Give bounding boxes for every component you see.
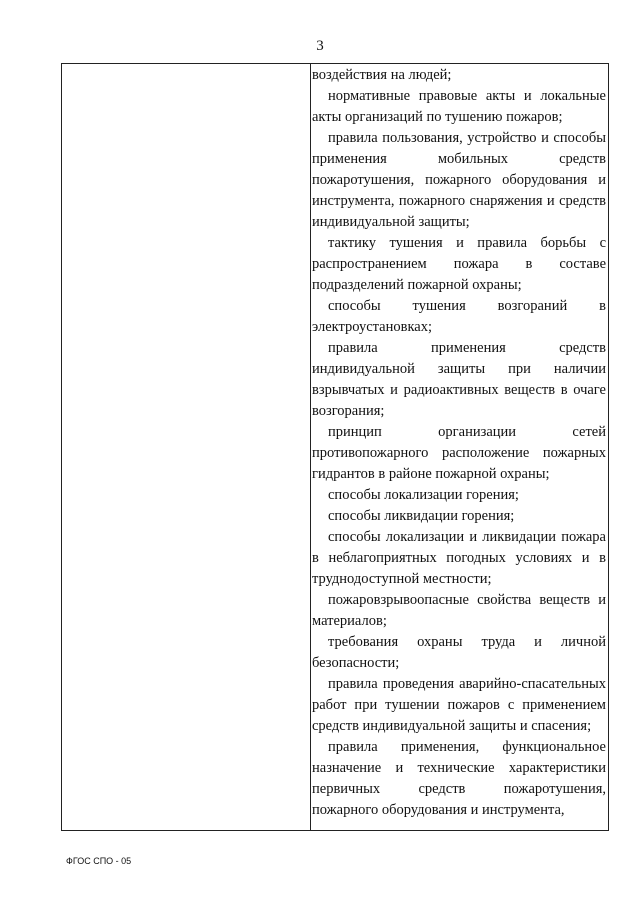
paragraph: правила применения, функциональное назначение и технические характеристики первичных средств пожаротушения, пожарного оборудования и инструмента,	[312, 739, 606, 818]
paragraph: принцип организации сетей противопожарного расположение пожарных гидрантов в районе пожарной охраны;	[312, 424, 606, 482]
paragraph: тактику тушения и правила борьбы с распространением пожара в составе подразделений пожарной охраны;	[312, 235, 606, 293]
paragraph: пожаровзрывоопасные свойства веществ и материалов;	[312, 592, 606, 629]
content-table	[61, 63, 609, 831]
table-cell-right	[312, 65, 606, 830]
paragraph: способы ликвидации горения;	[328, 508, 515, 524]
paragraph: правила проведения аварийно-спасательных работ при тушении пожаров с применением средств индивидуальной защиты и спасения;	[312, 676, 606, 734]
footer-code: ФГОС СПО - 05	[66, 856, 132, 866]
paragraph: способы локализации и ликвидации пожара в неблагоприятных погодных условиях и в труднодоступной местности;	[312, 529, 606, 587]
paragraph: способы тушения возгораний в электроустановках;	[312, 298, 606, 335]
paragraph: правила применения средств индивидуальной защиты при наличии взрывчатых и радиоактивных веществ в очаге возгорания;	[312, 340, 606, 419]
paragraph: способы локализации горения;	[328, 487, 519, 503]
page-number: 3	[316, 38, 324, 54]
paragraph: воздействия на людей;	[312, 67, 452, 83]
paragraph: требования охраны труда и личной безопасности;	[312, 634, 606, 671]
column-divider	[310, 64, 311, 830]
paragraph: правила пользования, устройство и способы применения мобильных средств пожаротушения, пожарного оборудования и инструмента, пожарного снаряжения и средств индивидуальной защиты;	[312, 130, 606, 230]
paragraph: нормативные правовые акты и локальные акты организаций по тушению пожаров;	[312, 88, 606, 125]
